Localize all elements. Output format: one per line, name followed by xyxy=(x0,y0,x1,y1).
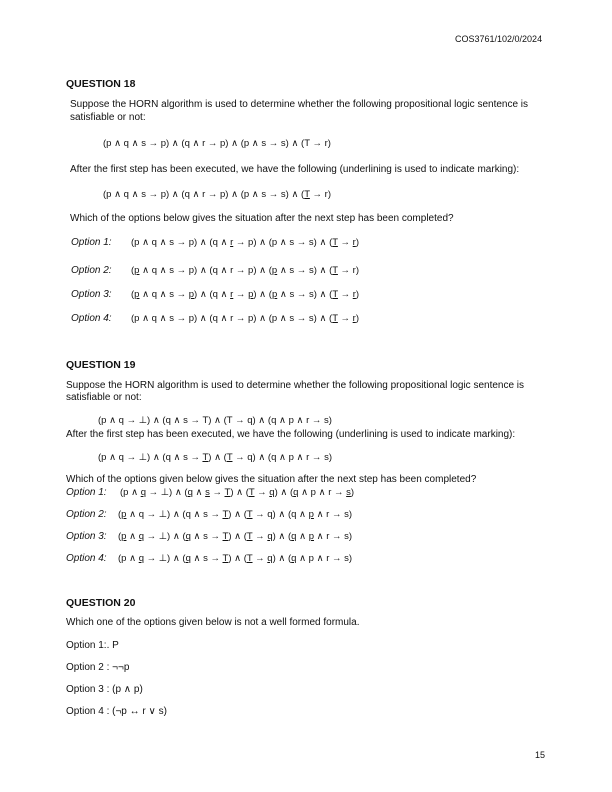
formula-segment: → xyxy=(252,531,268,542)
marked-atom: p xyxy=(134,265,140,276)
q19-after-formula xyxy=(98,452,332,463)
formula-segment: ∧ r → s) xyxy=(313,509,353,520)
marked-atom: q xyxy=(187,487,193,498)
marked-atom: q xyxy=(185,553,191,564)
marked-atom: q xyxy=(267,553,273,564)
q19-option-3-formula xyxy=(118,531,352,542)
formula-segment: → ⊥) ∧ ( xyxy=(144,531,186,542)
formula-segment: ) ∧ ( xyxy=(208,452,227,463)
formula-segment: → xyxy=(252,553,268,564)
marked-atom: T xyxy=(202,452,209,463)
formula-segment: ) ∧ ( xyxy=(228,531,247,542)
marked-atom: T xyxy=(246,553,253,564)
q20-question-text: Which one of the options given below is not a well formed formula. xyxy=(66,617,360,628)
formula-segment: ) xyxy=(355,237,360,248)
marked-atom: T xyxy=(222,531,229,542)
q19-after-text: After the first step has been executed, we have the following (underlining is used to indicate marking): xyxy=(66,429,516,440)
formula-segment: ) ∧ ( xyxy=(230,487,249,498)
formula-segment: ∧ xyxy=(192,487,206,498)
marked-atom: T xyxy=(332,237,338,248)
formula-segment: → xyxy=(337,289,353,300)
question-18-title: QUESTION 18 xyxy=(66,78,136,90)
marked-atom: r xyxy=(352,313,356,324)
formula-segment: ( xyxy=(131,265,135,276)
formula-segment: ) xyxy=(355,313,359,324)
formula-segment: ∧ s → s) ∧ ( xyxy=(277,289,333,300)
q19-option-4-formula xyxy=(118,553,352,564)
q20-option-3: Option 3 : (p ∧ p) xyxy=(66,684,143,695)
marked-atom: T xyxy=(246,509,253,520)
q18-option-2-label: Option 2: xyxy=(71,265,112,276)
marked-atom: T xyxy=(332,289,338,300)
q19-option-1-label: Option 1: xyxy=(66,487,107,498)
marked-atom: r xyxy=(352,289,356,300)
q18-option-4-label: Option 4: xyxy=(71,313,112,324)
marked-atom: T xyxy=(226,452,233,463)
q20-option-4: Option 4 : (¬p ↔ r ∨ s) xyxy=(66,706,167,717)
marked-atom: q xyxy=(138,553,144,564)
marked-atom: p xyxy=(308,509,314,520)
marked-atom: s xyxy=(205,487,210,498)
formula-segment: (p ∧ xyxy=(118,553,139,564)
formula-segment: → r) xyxy=(337,265,360,276)
marked-atom: T xyxy=(222,553,229,564)
formula-segment: ∧ s → xyxy=(190,553,223,564)
formula-segment: → xyxy=(233,289,249,300)
marked-atom: p xyxy=(308,531,314,542)
q19-intro-line2: satisfiable or not: xyxy=(66,392,142,403)
q19-intro-line1: Suppose the HORN algorithm is used to determine whether the following propositional logic sentence is xyxy=(66,380,525,391)
formula-segment: ∧ q ∧ s → p) ∧ (q ∧ r → p) ∧ ( xyxy=(139,265,272,276)
q18-after-formula xyxy=(103,189,331,200)
formula-segment: → r) xyxy=(309,189,331,200)
marked-atom: q xyxy=(293,487,299,498)
q20-option-1: Option 1:. P xyxy=(66,640,119,651)
formula-segment: → xyxy=(337,237,353,248)
formula-segment: ∧ q ∧ s → xyxy=(139,289,189,300)
formula-segment: ) ∧ ( xyxy=(253,289,272,300)
marked-atom: p xyxy=(121,509,127,520)
marked-atom: p xyxy=(271,265,278,276)
formula-segment: ) ∧ ( xyxy=(272,531,292,542)
marked-atom: p xyxy=(248,289,254,300)
q19-formula xyxy=(98,415,332,426)
formula-segment: ) ∧ ( xyxy=(272,553,292,564)
formula-segment: ) ∧ ( xyxy=(228,553,247,564)
marked-atom: r xyxy=(230,289,234,300)
formula-segment: ) xyxy=(355,289,360,300)
marked-atom: T xyxy=(224,487,231,498)
formula-segment: (p ∧ q ∧ s → p) ∧ (q ∧ r → p) ∧ (p ∧ s → s) ∧ ( xyxy=(103,189,305,200)
formula-segment: ∧ xyxy=(296,531,309,542)
formula-segment: ∧ xyxy=(126,531,139,542)
marked-atom: T xyxy=(222,509,229,520)
q18-option-3-label: Option 3: xyxy=(71,289,112,300)
formula-segment: → xyxy=(254,487,270,498)
formula-segment: (p ∧ q → ⊥) ∧ (q ∧ s → T) ∧ (T → q) ∧ (q ∧ p ∧ r → s) xyxy=(98,415,332,426)
formula-segment: ( xyxy=(131,289,135,300)
marked-atom: q xyxy=(291,553,297,564)
q18-which-text: Which of the options below gives the situation after the next step has been completed? xyxy=(70,213,454,224)
q18-intro-line2: satisfiable or not: xyxy=(70,112,146,123)
marked-atom: q xyxy=(269,487,275,498)
q20-option-2: Option 2 : ¬¬p xyxy=(66,662,130,673)
marked-atom: q xyxy=(185,531,191,542)
formula-segment: (p ∧ q ∧ s → p) ∧ (q ∧ r → p) ∧ (p ∧ s → s) ∧ ( xyxy=(131,313,333,324)
marked-atom: r xyxy=(230,237,234,248)
marked-atom: q xyxy=(267,531,273,542)
formula-segment: ) ∧ (q ∧ xyxy=(194,289,231,300)
formula-segment: (p ∧ q ∧ s → p) ∧ (q ∧ r → p) ∧ (p ∧ s → s) ∧ (T → r) xyxy=(103,138,331,149)
document-code: COS3761/102/0/2024 xyxy=(455,34,543,44)
formula-segment: ( xyxy=(118,531,122,542)
marked-atom: q xyxy=(138,531,144,542)
q19-option-3-label: Option 3: xyxy=(66,531,107,542)
marked-atom: p xyxy=(134,289,140,300)
q18-option-1-formula xyxy=(131,237,359,248)
formula-segment: ∧ p ∧ r → s) xyxy=(296,553,353,564)
page-number: 15 xyxy=(535,750,546,760)
formula-segment: → xyxy=(337,313,353,324)
formula-segment: → p) ∧ (p ∧ s → s) ∧ ( xyxy=(233,237,333,248)
formula-segment: ( xyxy=(118,509,122,520)
q18-option-1-label: Option 1: xyxy=(71,237,112,248)
question-19-title: QUESTION 19 xyxy=(66,359,136,371)
marked-atom: q xyxy=(140,487,146,498)
q19-which-text: Which of the options given below gives the situation after the next step has been completed? xyxy=(66,474,477,485)
q18-option-2-formula xyxy=(131,265,359,276)
q18-after-text: After the first step has been executed, we have the following (underlining is used to indicate marking): xyxy=(70,164,520,175)
marked-atom: T xyxy=(248,487,255,498)
formula-segment: ∧ s → s) ∧ ( xyxy=(277,265,333,276)
formula-segment: (p ∧ q ∧ s → p) ∧ (q ∧ xyxy=(131,237,231,248)
formula-segment: (p ∧ q → ⊥) ∧ (q ∧ s → xyxy=(98,452,203,463)
marked-atom: q xyxy=(291,531,297,542)
marked-atom: T xyxy=(304,189,310,200)
marked-atom: p xyxy=(121,531,127,542)
q18-option-3-formula xyxy=(131,289,359,300)
marked-atom: s xyxy=(346,487,351,498)
question-20-title: QUESTION 20 xyxy=(66,597,136,609)
formula-segment: (p ∧ xyxy=(120,487,141,498)
formula-segment: → q) ∧ (q ∧ p ∧ r → s) xyxy=(232,452,332,463)
formula-segment: → q) ∧ (q ∧ xyxy=(252,509,309,520)
formula-segment: ∧ r → s) xyxy=(314,531,353,542)
marked-atom: T xyxy=(246,531,253,542)
q19-option-1-formula xyxy=(120,487,354,498)
formula-segment: ∧ q → ⊥) ∧ (q ∧ s → xyxy=(126,509,223,520)
marked-atom: p xyxy=(188,289,195,300)
formula-segment: ) xyxy=(350,487,355,498)
marked-atom: p xyxy=(271,289,278,300)
formula-segment: ∧ s → xyxy=(190,531,223,542)
formula-segment: ) ∧ ( xyxy=(274,487,294,498)
formula-segment: → ⊥) ∧ ( xyxy=(143,553,186,564)
formula-segment: → ⊥) ∧ ( xyxy=(145,487,188,498)
q18-formula xyxy=(103,138,331,149)
formula-segment: → xyxy=(209,487,225,498)
formula-segment: ) ∧ ( xyxy=(228,509,247,520)
q18-option-4-formula xyxy=(131,313,359,324)
q19-option-4-label: Option 4: xyxy=(66,553,107,564)
marked-atom: T xyxy=(332,265,338,276)
q19-option-2-formula xyxy=(118,509,352,520)
marked-atom: r xyxy=(352,237,356,248)
q18-intro-line1: Suppose the HORN algorithm is used to determine whether the following propositional logic sentence is xyxy=(70,99,529,110)
q19-option-2-label: Option 2: xyxy=(66,509,107,520)
formula-segment: ∧ p ∧ r → xyxy=(298,487,347,498)
marked-atom: T xyxy=(332,313,338,324)
